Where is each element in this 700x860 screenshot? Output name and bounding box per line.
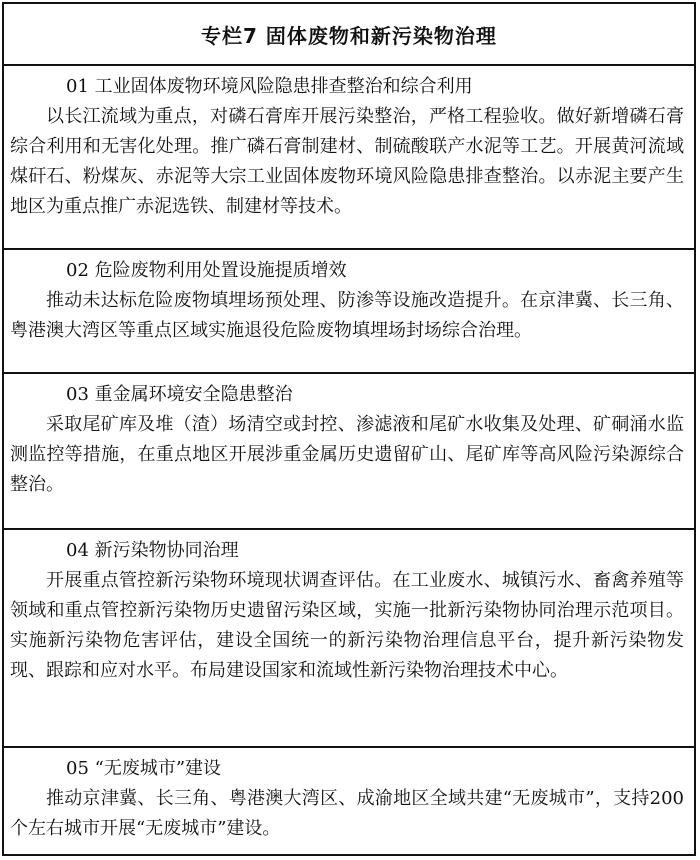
- section-heading: 04 新污染物协同治理: [66, 540, 239, 561]
- section-heading: 01 工业固体废物环境风险隐患排查整治和综合利用: [66, 76, 473, 97]
- section-body: 推动未达标危险废物填埋场预处理、防渗等设施改造提升。在京津冀、长三角、粤港澳大湾区等重点区域实施退役危险废物填埋场封场综合治理。: [10, 290, 684, 341]
- section-heading: 03 重金属环境安全隐患整治: [66, 384, 293, 405]
- page-title: 专栏7 固体废物和新污染物治理: [4, 4, 694, 66]
- section-heavy-metals: [4, 374, 694, 530]
- section-industrial-solid-waste: [4, 66, 694, 250]
- section-body: 采取尾矿库及堆（渣）场清空或封控、渗滤液和尾矿水收集及处理、矿硐涌水监测监控等措施，在重点地区开展涉重金属历史遗留矿山、尾矿库等高风险污染源综合整治。: [10, 414, 684, 495]
- section-body: 以长江流域为重点，对磷石膏库开展污染整治，严格工程验收。做好新增磷石膏综合利用和无害化处理。推广磷石膏制建材、制硫酸联产水泥等工艺。开展黄河流域煤矸石、粉煤灰、赤泥等大宗工业固体废物环境风险隐患排查整治。以赤泥主要产生地区为重点推广赤泥选铁、制建材等技术。: [10, 106, 684, 217]
- section-body: 推动京津冀、长三角、粤港澳大湾区、成渝地区全域共建“无废城市”，支持200个左右城市开展“无废城市”建设。: [10, 788, 684, 839]
- section-heading: 05 “无废城市”建设: [66, 758, 222, 779]
- section-hazardous-waste: [4, 250, 694, 374]
- section-zero-waste-city: [4, 748, 694, 856]
- section-body: 开展重点管控新污染物环境现状调查评估。在工业废水、城镇污水、畜禽养殖等领域和重点管控新污染物历史遗留污染区域，实施一批新污染物协同治理示范项目。实施新污染物危害评估，建设全国统一的新污染物治理信息平台，提升新污染物发现、跟踪和应对水平。布局建设国家和流域性新污染物治理技术中心。: [10, 570, 684, 681]
- section-new-pollutants: [4, 530, 694, 748]
- section-heading: 02 危险废物利用处置设施提质增效: [66, 260, 347, 281]
- column-box: [2, 2, 696, 856]
